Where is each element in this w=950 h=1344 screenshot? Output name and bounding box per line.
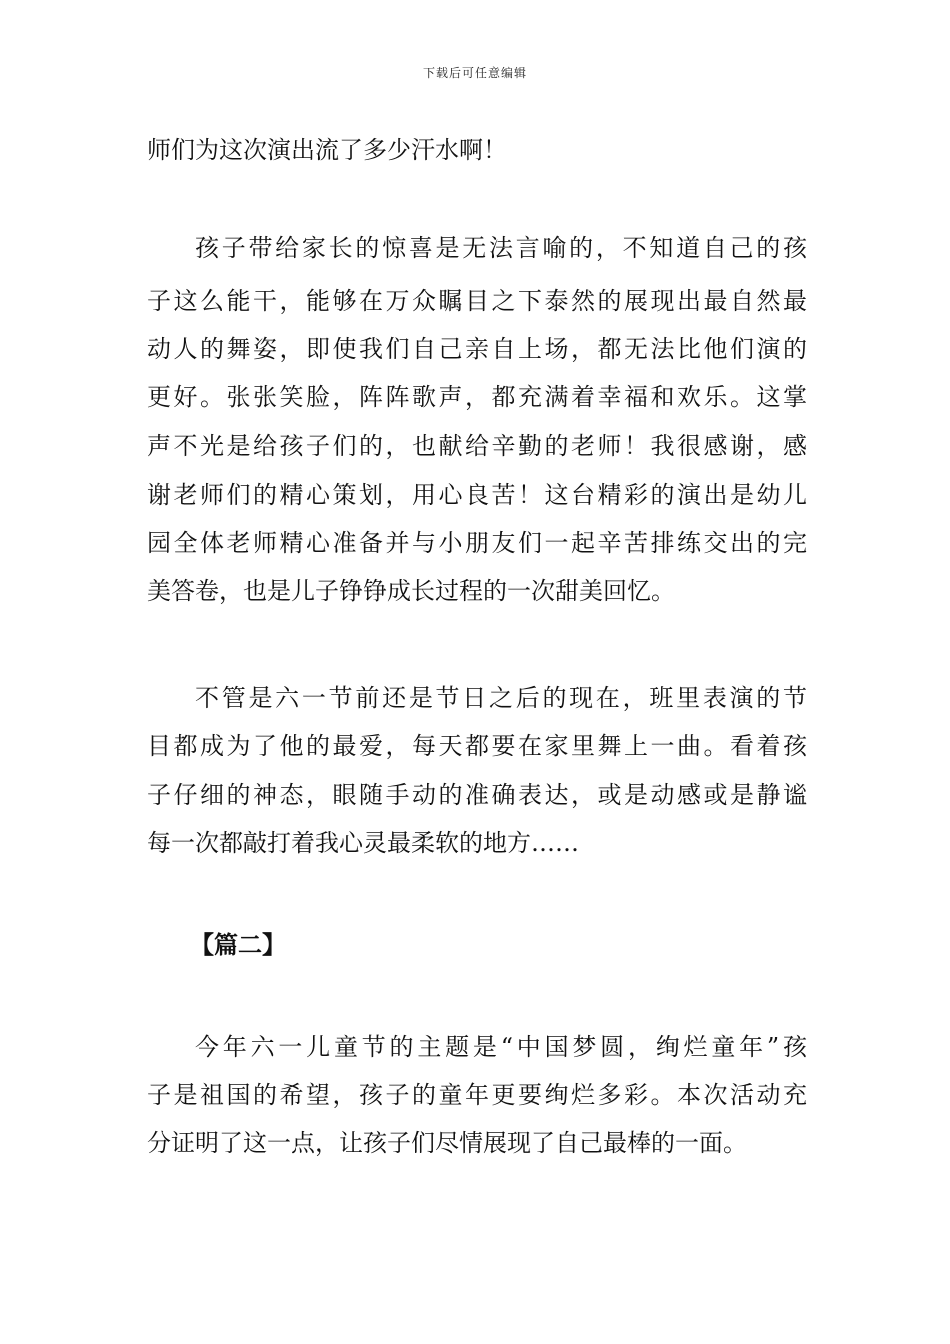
text-line: 美答卷，也是儿子铮铮成长过程的一次甜美回忆。: [147, 577, 675, 605]
text-line: 谢老师们的精心策划，用心良苦！这台精彩的演出是幼儿: [147, 481, 807, 509]
text-line: 分证明了这一点，让孩子们尽情展现了自己最棒的一面。: [147, 1129, 747, 1157]
text-line: 声不光是给孩子们的，也献给辛勤的老师！我很感谢，感: [147, 432, 807, 460]
text-line: 园全体老师精心准备并与小朋友们一起辛苦排练交出的完: [147, 529, 807, 557]
text-line: 每一次都敲打着我心灵最柔软的地方……: [147, 829, 579, 857]
text-line: 不管是六一节前还是节日之后的现在，班里表演的节: [195, 684, 807, 712]
text-line: 子仔细的神态，眼随手动的准确表达，或是动感或是静谧: [147, 781, 807, 809]
section-heading: 【篇二】: [190, 930, 286, 959]
text-line: 子是祖国的希望，孩子的童年更要绚烂多彩。本次活动充: [147, 1081, 807, 1109]
text-line: 今年六一儿童节的主题是“中国梦圆，绚烂童年”孩: [195, 1033, 807, 1061]
text-line: 动人的舞姿，即使我们自己亲自上场，都无法比他们演的: [147, 335, 807, 363]
text-line: 孩子带给家长的惊喜是无法言喻的，不知道自己的孩: [195, 234, 807, 262]
text-line: 目都成为了他的最爱，每天都要在家里舞上一曲。看着孩: [147, 732, 807, 760]
text-line: 更好。张张笑脸，阵阵歌声，都充满着幸福和欢乐。这掌: [147, 383, 807, 411]
text-line: 师们为这次演出流了多少汗水啊！: [147, 136, 507, 164]
page-header: 下载后可任意编辑: [422, 66, 527, 80]
text-line: 子这么能干，能够在万众瞩目之下泰然的展现出最自然最: [147, 287, 807, 315]
